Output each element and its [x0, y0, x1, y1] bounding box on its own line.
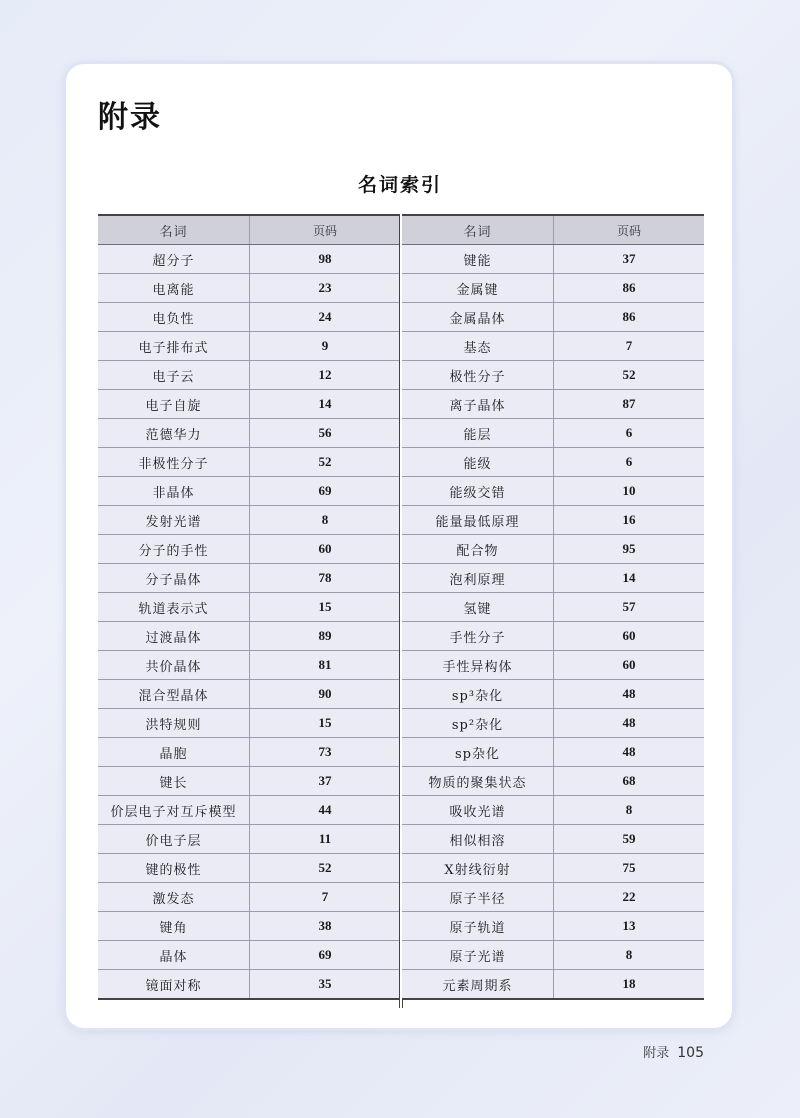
table-row [98, 912, 400, 941]
term-page: 22 [554, 883, 705, 912]
table-row [402, 825, 704, 854]
index-table-right-body [402, 245, 704, 1000]
table-row [98, 506, 400, 535]
term-name: 发射光谱 [98, 506, 250, 535]
section-title: 附录 [98, 100, 162, 135]
term-name: 晶体 [98, 941, 250, 970]
term-name: 原子半径 [402, 883, 554, 912]
term-name: 元素周期系 [402, 970, 554, 1000]
term-name: 过渡晶体 [98, 622, 250, 651]
term-page: 90 [250, 680, 401, 709]
table-row [98, 796, 400, 825]
table-row [98, 564, 400, 593]
table-row [98, 390, 400, 419]
term-name: 晶胞 [98, 738, 250, 767]
table-row [402, 506, 704, 535]
term-name: 价层电子对互斥模型 [98, 796, 250, 825]
table-header-row [402, 215, 704, 245]
column-header-name: 名词 [98, 215, 250, 245]
term-name: 混合型晶体 [98, 680, 250, 709]
term-name: 手性分子 [402, 622, 554, 651]
table-header-row [98, 215, 400, 245]
term-name: 键能 [402, 245, 554, 274]
term-page: 16 [554, 506, 705, 535]
term-name: 金属晶体 [402, 303, 554, 332]
term-name: 非极性分子 [98, 448, 250, 477]
index-table-left-body [98, 245, 400, 1000]
table-row [98, 738, 400, 767]
table-row [98, 361, 400, 390]
table-row [98, 593, 400, 622]
term-page: 78 [250, 564, 401, 593]
term-name: 范德华力 [98, 419, 250, 448]
term-name: 吸收光谱 [402, 796, 554, 825]
index-table-left [98, 214, 400, 1000]
term-page: 59 [554, 825, 705, 854]
table-row [98, 419, 400, 448]
term-name: 相似相溶 [402, 825, 554, 854]
term-page: 60 [554, 622, 705, 651]
term-page: 48 [554, 738, 705, 767]
term-page: 24 [250, 303, 401, 332]
term-page: 48 [554, 680, 705, 709]
term-name: X射线衍射 [402, 854, 554, 883]
term-name: 价电子层 [98, 825, 250, 854]
term-page: 15 [250, 593, 401, 622]
term-page: 9 [250, 332, 401, 361]
table-row [402, 767, 704, 796]
term-name: 配合物 [402, 535, 554, 564]
term-page: 89 [250, 622, 401, 651]
term-name: 物质的聚集状态 [402, 767, 554, 796]
term-page: 6 [554, 448, 705, 477]
term-name: 基态 [402, 332, 554, 361]
table-row [98, 274, 400, 303]
table-row [98, 245, 400, 274]
term-name: 分子晶体 [98, 564, 250, 593]
table-row [402, 390, 704, 419]
table-row [402, 796, 704, 825]
term-page: 10 [554, 477, 705, 506]
term-name: 原子轨道 [402, 912, 554, 941]
footer-label: 附录 [643, 1046, 670, 1061]
table-row [402, 651, 704, 680]
term-page: 37 [554, 245, 705, 274]
table-row [402, 448, 704, 477]
term-name: 电子云 [98, 361, 250, 390]
term-page: 52 [250, 854, 401, 883]
table-row [402, 970, 704, 1000]
term-name: 能量最低原理 [402, 506, 554, 535]
term-page: 81 [250, 651, 401, 680]
term-page: 98 [250, 245, 401, 274]
index-subtitle: 名词索引 [357, 174, 442, 196]
term-name: 能层 [402, 419, 554, 448]
term-page: 8 [554, 941, 705, 970]
term-page: 95 [554, 535, 705, 564]
term-page: 69 [250, 941, 401, 970]
table-row [402, 738, 704, 767]
term-name: 键的极性 [98, 854, 250, 883]
table-row [402, 274, 704, 303]
term-name: 手性异构体 [402, 651, 554, 680]
term-name: 电负性 [98, 303, 250, 332]
table-row [98, 622, 400, 651]
term-name: 轨道表示式 [98, 593, 250, 622]
term-page: 48 [554, 709, 705, 738]
term-name: 原子光谱 [402, 941, 554, 970]
term-page: 15 [250, 709, 401, 738]
term-name: 电子自旋 [98, 390, 250, 419]
term-page: 8 [554, 796, 705, 825]
table-row [402, 709, 704, 738]
page-footer [643, 1042, 704, 1061]
term-page: 44 [250, 796, 401, 825]
column-header-page: 页码 [250, 215, 401, 245]
table-row [402, 535, 704, 564]
term-page: 7 [250, 883, 401, 912]
term-name: 非晶体 [98, 477, 250, 506]
term-page: 6 [554, 419, 705, 448]
table-row [98, 448, 400, 477]
term-name: 能级 [402, 448, 554, 477]
table-row [98, 883, 400, 912]
table-row [98, 303, 400, 332]
table-row [402, 419, 704, 448]
term-page: 68 [554, 767, 705, 796]
term-page: 14 [554, 564, 705, 593]
term-name: sp杂化 [402, 738, 554, 767]
table-row [402, 361, 704, 390]
term-page: 86 [554, 274, 705, 303]
term-name: 电子排布式 [98, 332, 250, 361]
term-page: 18 [554, 970, 705, 1000]
term-page: 52 [250, 448, 401, 477]
term-page: 87 [554, 390, 705, 419]
table-row [98, 767, 400, 796]
term-page: 14 [250, 390, 401, 419]
term-name: 键角 [98, 912, 250, 941]
table-row [98, 332, 400, 361]
table-row [402, 680, 704, 709]
table-row [98, 477, 400, 506]
page-number: 105 [677, 1045, 704, 1061]
term-page: 13 [554, 912, 705, 941]
table-row [98, 854, 400, 883]
table-row [98, 680, 400, 709]
term-name: 氢键 [402, 593, 554, 622]
term-page: 56 [250, 419, 401, 448]
term-page: 11 [250, 825, 401, 854]
table-row [402, 332, 704, 361]
term-page: 35 [250, 970, 401, 1000]
table-row [402, 941, 704, 970]
table-row [98, 651, 400, 680]
term-name: 金属键 [402, 274, 554, 303]
term-page: 8 [250, 506, 401, 535]
term-name: 键长 [98, 767, 250, 796]
term-name: 泡利原理 [402, 564, 554, 593]
term-name: 分子的手性 [98, 535, 250, 564]
term-page: 75 [554, 854, 705, 883]
table-row [98, 970, 400, 1000]
column-header-page: 页码 [554, 215, 705, 245]
table-row [402, 622, 704, 651]
term-page: 86 [554, 303, 705, 332]
term-name: 离子晶体 [402, 390, 554, 419]
term-name: 极性分子 [402, 361, 554, 390]
term-page: 7 [554, 332, 705, 361]
term-name: sp³杂化 [402, 680, 554, 709]
table-row [402, 303, 704, 332]
term-name: 洪特规则 [98, 709, 250, 738]
term-name: 共价晶体 [98, 651, 250, 680]
term-name: 能级交错 [402, 477, 554, 506]
table-row [402, 883, 704, 912]
term-page: 37 [250, 767, 401, 796]
table-row [402, 912, 704, 941]
table-row [402, 564, 704, 593]
term-name: 激发态 [98, 883, 250, 912]
table-row [402, 854, 704, 883]
term-page: 52 [554, 361, 705, 390]
term-page: 57 [554, 593, 705, 622]
column-header-name: 名词 [402, 215, 554, 245]
term-name: sp²杂化 [402, 709, 554, 738]
term-page: 69 [250, 477, 401, 506]
term-page: 38 [250, 912, 401, 941]
term-name: 电离能 [98, 274, 250, 303]
table-row [98, 941, 400, 970]
table-row [98, 825, 400, 854]
table-row [402, 245, 704, 274]
term-name: 超分子 [98, 245, 250, 274]
table-row [402, 593, 704, 622]
table-row [98, 709, 400, 738]
term-page: 60 [554, 651, 705, 680]
term-page: 60 [250, 535, 401, 564]
term-page: 73 [250, 738, 401, 767]
table-row [402, 477, 704, 506]
term-page: 23 [250, 274, 401, 303]
index-table-right [402, 214, 704, 1000]
table-row [98, 535, 400, 564]
term-page: 12 [250, 361, 401, 390]
term-name: 镜面对称 [98, 970, 250, 1000]
